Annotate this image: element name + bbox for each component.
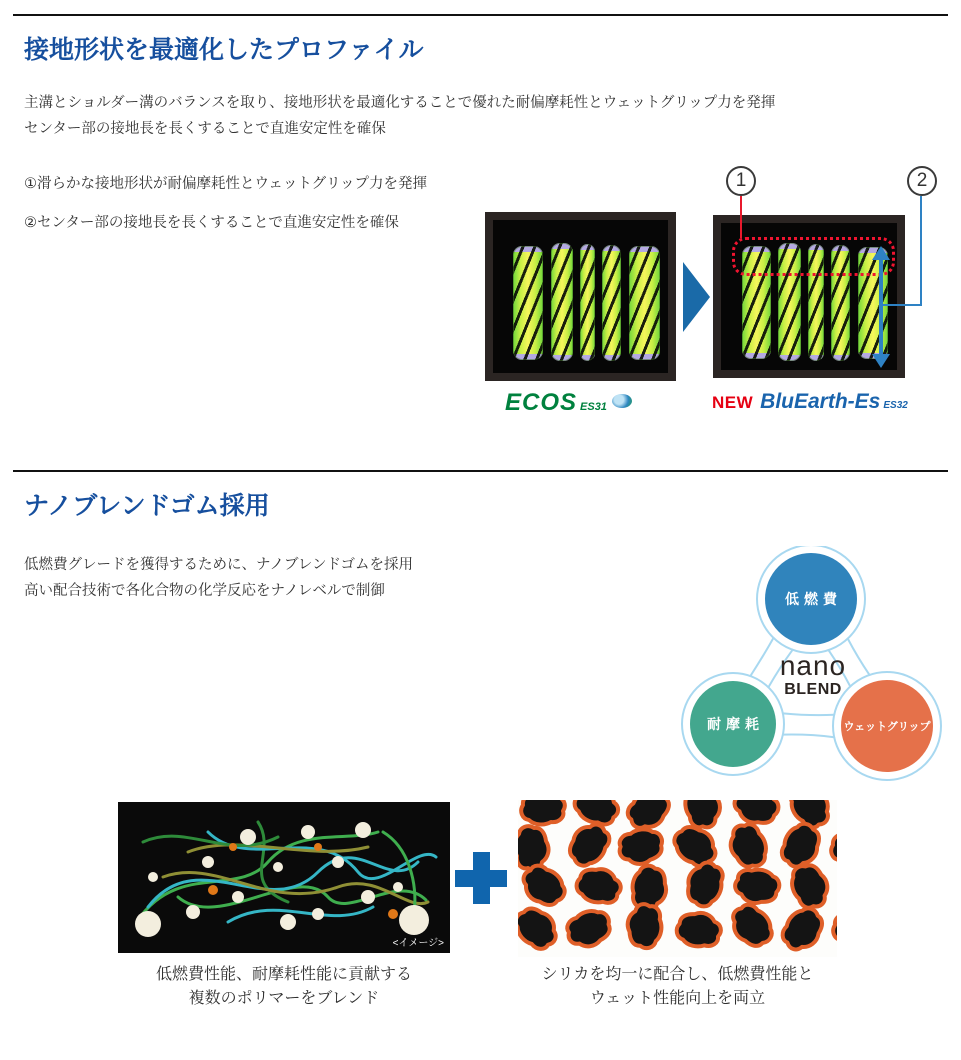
polymer-caption-line2: 複数のポリマーをブレンド (188, 990, 380, 1007)
bluearth-logo (712, 390, 908, 414)
section2-title: ナノブレンドゴム採用 (24, 492, 270, 520)
circle-fuel-economy-label: 低燃費 (785, 591, 842, 607)
ecos-contact-patch-treads (493, 220, 668, 373)
bluearth-logo-model: ES32 (883, 400, 908, 411)
section1-paragraph (24, 90, 775, 142)
bluearth-logo-new: NEW (712, 393, 754, 412)
tread-rib (551, 243, 573, 361)
circle-wet-grip-label: ウェットグリップ (843, 721, 931, 733)
tread-rib (602, 245, 621, 361)
tread-rib (513, 246, 543, 360)
polymer-caption-line1: 低燃費性能、耐摩耗性能に貢献する (155, 966, 412, 983)
ecos-logo-model: ES31 (580, 401, 607, 413)
marker-2-connector-vline (920, 196, 922, 305)
ecos-logo-brand: ECOS (505, 389, 578, 416)
silica-caption-line2: ウェット性能向上を両立 (589, 990, 766, 1007)
polymer-blend-image (118, 802, 450, 953)
nano-blend-diagram (680, 546, 945, 786)
silica-caption (518, 963, 837, 1011)
ecos-contact-patch-image (485, 212, 676, 381)
marker-2-label: 2 (916, 170, 928, 191)
nano-blend-wordmark-bottom: BLEND (784, 681, 842, 698)
bluearth-logo-brand: BluEarth-Es (760, 390, 881, 413)
marker-1-label: 1 (735, 170, 747, 191)
section1-paragraph-line1: 主溝とショルダー溝のバランスを取り、接地形状を最適化することで優れた耐偏摩耗性とウェットグリップ力を発揮 (24, 95, 776, 111)
marker-2-connector-hline (881, 304, 922, 306)
plus-icon (473, 852, 490, 904)
nano-blend-wordmark-top: nano (779, 650, 847, 681)
contact-length-arrow-head-up (872, 246, 890, 260)
section1-point1: ①滑らかな接地形状が耐偏摩耗性とウェットグリップ力を発揮 (24, 176, 428, 192)
ecos-logo (505, 389, 632, 417)
section2-paragraph-line1: 低燃費グレードを獲得するために、ナノブレンドゴムを採用 (24, 557, 413, 573)
arrow-right-icon (683, 262, 710, 332)
silica-caption-line1: シリカを均一に配合し、低燃費性能と (541, 966, 814, 983)
marker-2-badge (907, 166, 937, 196)
marker-1-badge (726, 166, 756, 196)
section1-top-rule (13, 14, 948, 16)
tread-rib (629, 246, 660, 360)
marker-1-connector-line (740, 196, 742, 238)
section2-top-rule (13, 470, 948, 472)
section2-paragraph (24, 552, 413, 604)
polymer-image-note: <イメージ> (392, 938, 444, 949)
section1-title: 接地形状を最適化したプロファイル (24, 36, 424, 64)
silica-dispersion-image (518, 800, 837, 957)
circle-wear-resistance-label: 耐摩耗 (707, 716, 764, 732)
contact-length-arrow-shaft (879, 258, 883, 356)
nano-blend-wordmark (748, 652, 878, 698)
section2-paragraph-line2: 高い配合技術で各化合物の化学反応をナノレベルで制御 (24, 583, 385, 599)
section1-point2: ②センター部の接地長を長くすることで直進安定性を確保 (24, 215, 399, 231)
tread-rib (580, 244, 595, 361)
eco-mark-icon (612, 394, 632, 408)
shoulder-area-dotted-box (732, 237, 895, 276)
polymer-caption (118, 963, 450, 1011)
contact-length-arrow-head-down (872, 354, 890, 368)
section1-paragraph-line2: センター部の接地長を長くすることで直進安定性を確保 (24, 121, 386, 137)
circle-fuel-economy (765, 553, 857, 645)
